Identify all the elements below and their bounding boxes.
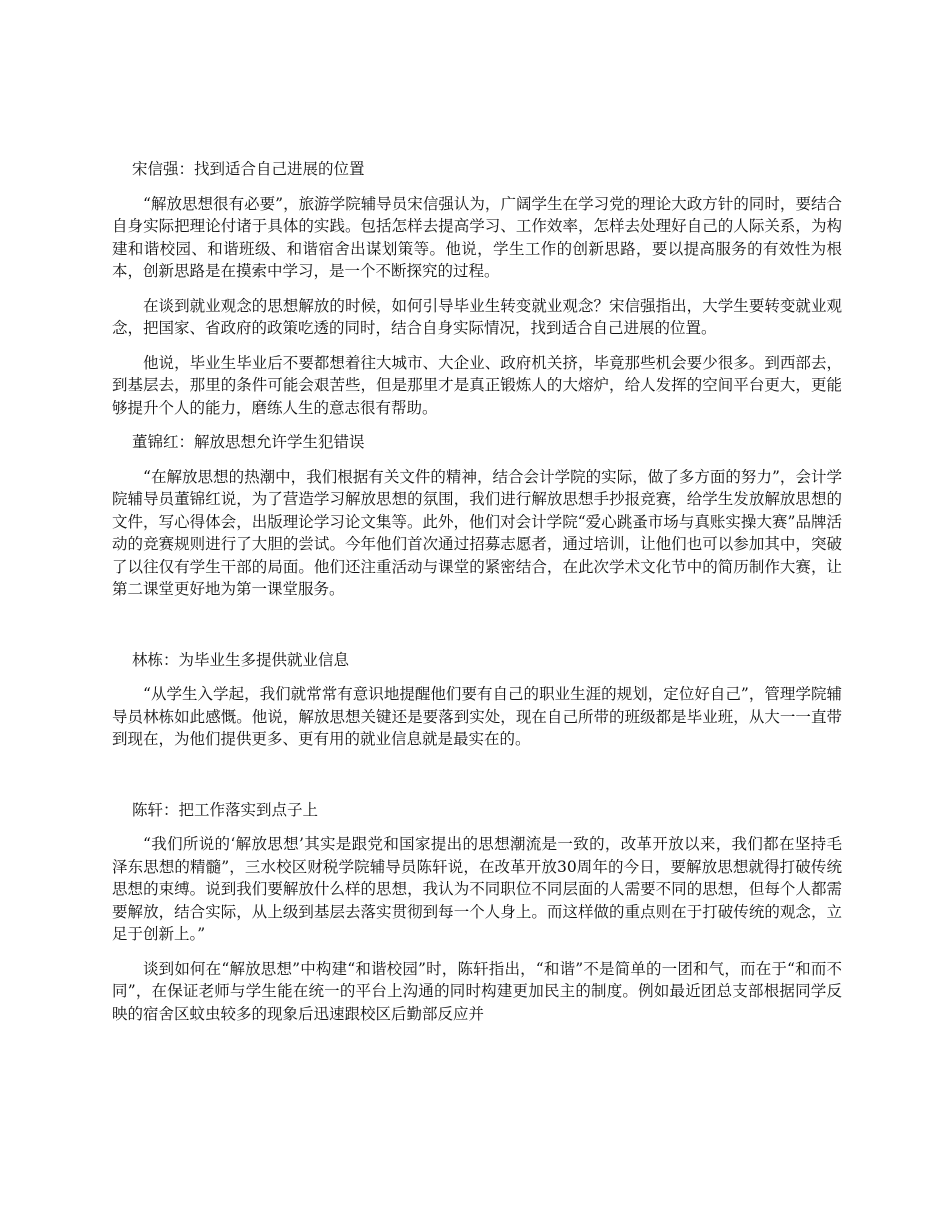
paragraph: “在解放思想的热潮中，我们根据有关文件的精神，结合会计学院的实际，做了多方面的努力”，会计学院辅导员董锦红说，为了营造学习解放思想的氛围，我们进行解放思想手抄报竞赛，给学生发放解放思想的文件，写心得体会，出版理论学习论文集等。此外，他们对会计学院“爱心跳蚤市场与真账实操大赛”品牌活动的竞赛规则进行了大胆的尝试。今年他们首次通过招募志愿者，通过培训，让他们也可以参加其中，突破了以往仅有学生干部的局面。他们还注重活动与课堂的紧密结合，在此次学术文化节中的简历制作大赛，让第二课堂更好地为第一课堂服务。 [112,467,842,598]
paragraph: 谈到如何在“解放思想”中构建“和谐校园”时，陈轩指出，“和谐”不是简单的一团和气，而在于“和而不同”，在保证老师与学生能在统一的平台上沟通的同时构建更加民主的制度。例如最近团总支部根据同学反映的宿舍区蚊虫较多的现象后迅速跟校区后勤部反应并 [112,959,842,1023]
paragraph: “从学生入学起，我们就常常有意识地提醒他们要有自己的职业生涯的规划，定位好自己”，管理学院辅导员林栋如此感慨。他说，解放思想关键还是要落到实处，现在自己所带的班级都是毕业班，从大一一直带到现在，为他们提供更多、更有用的就业信息就是最实在的。 [112,685,842,748]
section-heading-chen: 陈轩：把工作落实到点子上 [132,800,319,819]
section-heading-dong: 董锦红：解放思想允许学生犯错误 [132,433,365,451]
paragraph: 在谈到就业观念的思想解放的时候，如何引导毕业生转变就业观念？宋信强指出，大学生要转变就业观念，把国家、省政府的政策吃透的同时，结合自身实际情况，找到适合自己进展的位置。 [112,296,842,337]
paragraph: “我们所说的‘解放思想’其实是跟党和国家提出的思想潮流是一致的，改革开放以来，我们都在坚持毛泽东思想的精髓”，三水校区财税学院辅导员陈轩说，在改革开放30周年的今日，要解放思想就得打破传统思想的束缚。说到我们要解放什么样的思想，我认为不同职位不同层面的人需要不同的思想，但每个人都需要解放，结合实际，从上级到基层去落实贯彻到每一个人身上。而这样做的重点则在于打破传统的观念，立足于创新上。” [112,835,842,943]
section-heading-lin: 林栋：为毕业生多提供就业信息 [132,650,350,669]
paragraph: 他说，毕业生毕业后不要都想着往大城市、大企业、政府机关挤，毕竟那些机会要少很多。到西部去，到基层去，那里的条件可能会艰苦些，但是那里才是真正锻炼人的大熔炉，给人发挥的空间平台更大，更能够提升个人的能力，磨练人生的意志很有帮助。 [112,353,842,417]
paragraph: “解放思想很有必要”，旅游学院辅导员宋信强认为，广阔学生在学习党的理论大政方针的同时，要结合自身实际把理论付诸于具体的实践。包括怎样去提高学习、工作效率，怎样去处理好自己的人际关系，为构建和谐校园、和谐班级、和谐宿舍出谋划策等。他说，学生工作的创新思路，要以提高服务的有效性为根本，创新思路是在摸索中学习，是一个不断探究的过程。 [112,194,842,280]
section-heading-song: 宋信强：找到适合自己进展的位置 [132,160,365,178]
document-page [112,158,842,1025]
